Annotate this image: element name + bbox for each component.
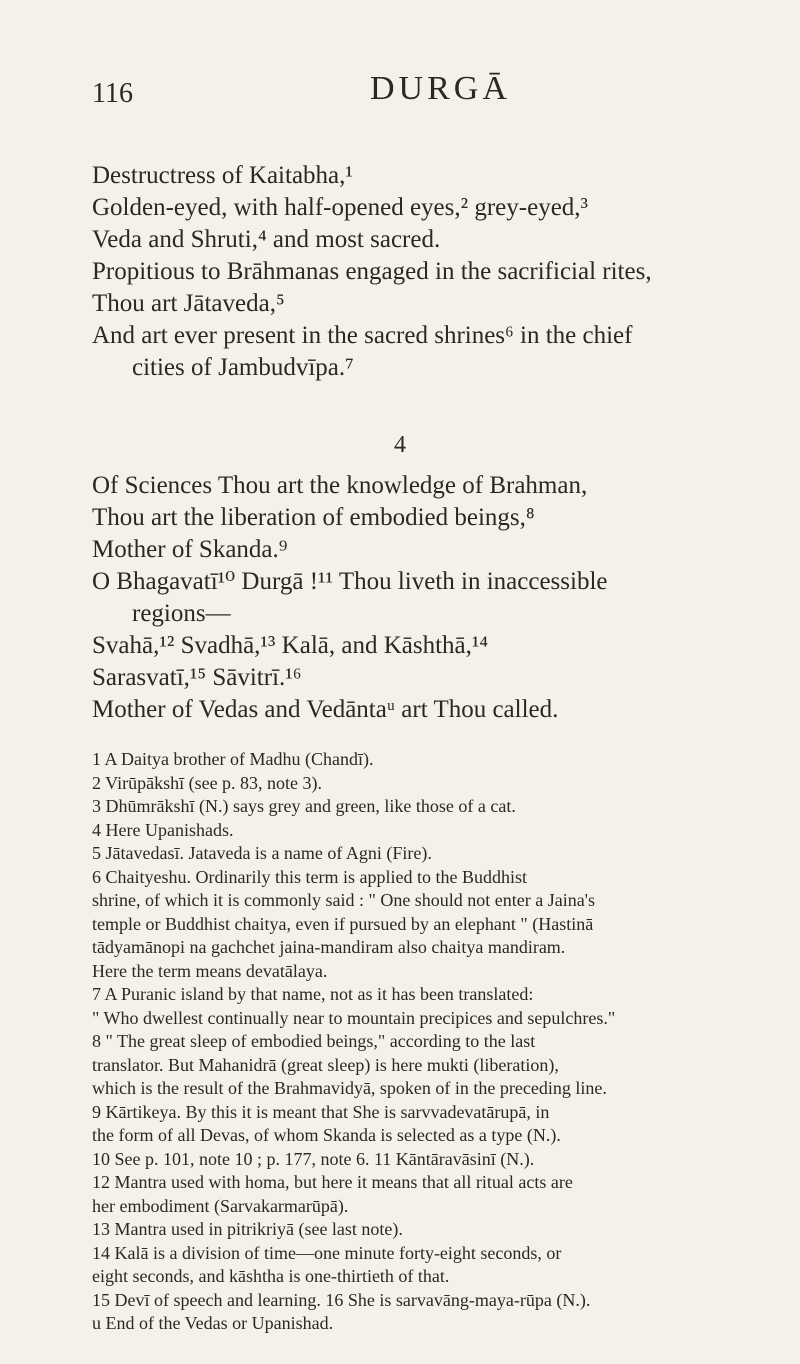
verse-line: O Bhagavatī¹⁰ Durgā !¹¹ Thou liveth in inaccessible [92,568,608,595]
footnote-line: eight seconds, and kāshtha is one-thirtieth of that. [92,1266,450,1286]
footnote-line: " Who dwellest continually near to mountain precipices and sepulchres." [92,1007,616,1028]
verse-line: Of Sciences Thou art the knowledge of Brahman, [92,472,588,499]
footnote-line: 4 Here Upanishads. [92,819,234,840]
footnote-line: temple or Buddhist chaitya, even if pursued by an elephant " (Hastinā [92,913,594,934]
verse-line: Mother of Vedas and Vedāntaᵘ art Thou called. [92,696,559,723]
footnote-line: 8 " The great sleep of embodied beings," according to the last [92,1031,536,1051]
footnote-line: shrine, of which it is commonly said : " One should not enter a Jaina's [92,890,596,910]
footnote-line: 5 Jātavedasī. Jataveda is a name of Agni (Fire). [92,843,432,863]
page-number: 116 [92,78,133,109]
footnote-line: 14 Kalā is a division of time—one minute forty-eight seconds, or [92,1242,562,1263]
footnote-line: 1 A Daitya brother of Madhu (Chandī). [92,749,374,769]
verse-line: And art ever present in the sacred shrines⁶ in the chief [92,322,633,349]
footnote-line: 15 Devī of speech and learning. 16 She is sarvavāng-maya-rūpa (N.). [92,1289,591,1310]
verse-line: Propitious to Brāhmanas engaged in the sacrificial rites, [92,258,652,285]
verse-line: Destructress of Kaitabha,¹ [92,162,353,189]
footnote-line: Here the term means devatālaya. [92,960,328,981]
running-head: DURGĀ [370,70,511,107]
footnote-line: the form of all Devas, of whom Skanda is selected as a type (N.). [92,1125,561,1145]
verse-line: Mother of Skanda.⁹ [92,536,288,563]
verse-block-a [92,160,652,384]
verse-line: Golden-eyed, with half-opened eyes,² grey-eyed,³ [92,194,589,221]
verse-line: Sarasvatī,¹⁵ Sāvitrī.¹⁶ [92,664,302,691]
footnote-line: 2 Virūpākshī (see p. 83, note 3). [92,772,323,793]
footnote-line: 3 Dhūmrākshī (N.) says grey and green, like those of a cat. [92,796,516,816]
footnote-line: u End of the Vedas or Upanishad. [92,1313,334,1333]
footnote-line: 10 See p. 101, note 10 ; p. 177, note 6. 11 Kāntāravāsinī (N.). [92,1148,535,1169]
verse-line: Thou art the liberation of embodied beings,⁸ [92,504,535,531]
footnote-line: which is the result of the Brahmavidyā, spoken of in the preceding line. [92,1078,607,1098]
footnote-line: 9 Kārtikeya. By this it is meant that She is sarvvadevatārupā, in [92,1101,550,1122]
verse-line: Thou art Jātaveda,⁵ [92,290,285,317]
verse-block-b [92,470,608,726]
verse-line: Svahā,¹² Svadhā,¹³ Kalā, and Kāshthā,¹⁴ [92,632,489,659]
footnote-line: 13 Mantra used in pitrikriyā (see last note). [92,1219,403,1239]
verse-line: cities of Jambudvīpa.⁷ [132,354,354,381]
footnote-line: 7 A Puranic island by that name, not as it has been translated: [92,984,534,1004]
section-number: 4 [394,432,406,458]
footnote-line: 12 Mantra used with homa, but here it means that all ritual acts are [92,1172,573,1192]
footnotes [92,748,732,1336]
footnote-line: translator. But Mahanidrā (great sleep) is here mukti (liberation), [92,1054,559,1075]
footnote-line: tādyamānopi na gachchet jaina-mandiram also chaitya mandiram. [92,937,566,957]
footnote-line: her embodiment (Sarvakarmarūpā). [92,1195,349,1216]
verse-line: regions— [132,600,231,627]
verse-line: Veda and Shruti,⁴ and most sacred. [92,226,441,253]
footnote-line: 6 Chaityeshu. Ordinarily this term is applied to the Buddhist [92,866,527,887]
